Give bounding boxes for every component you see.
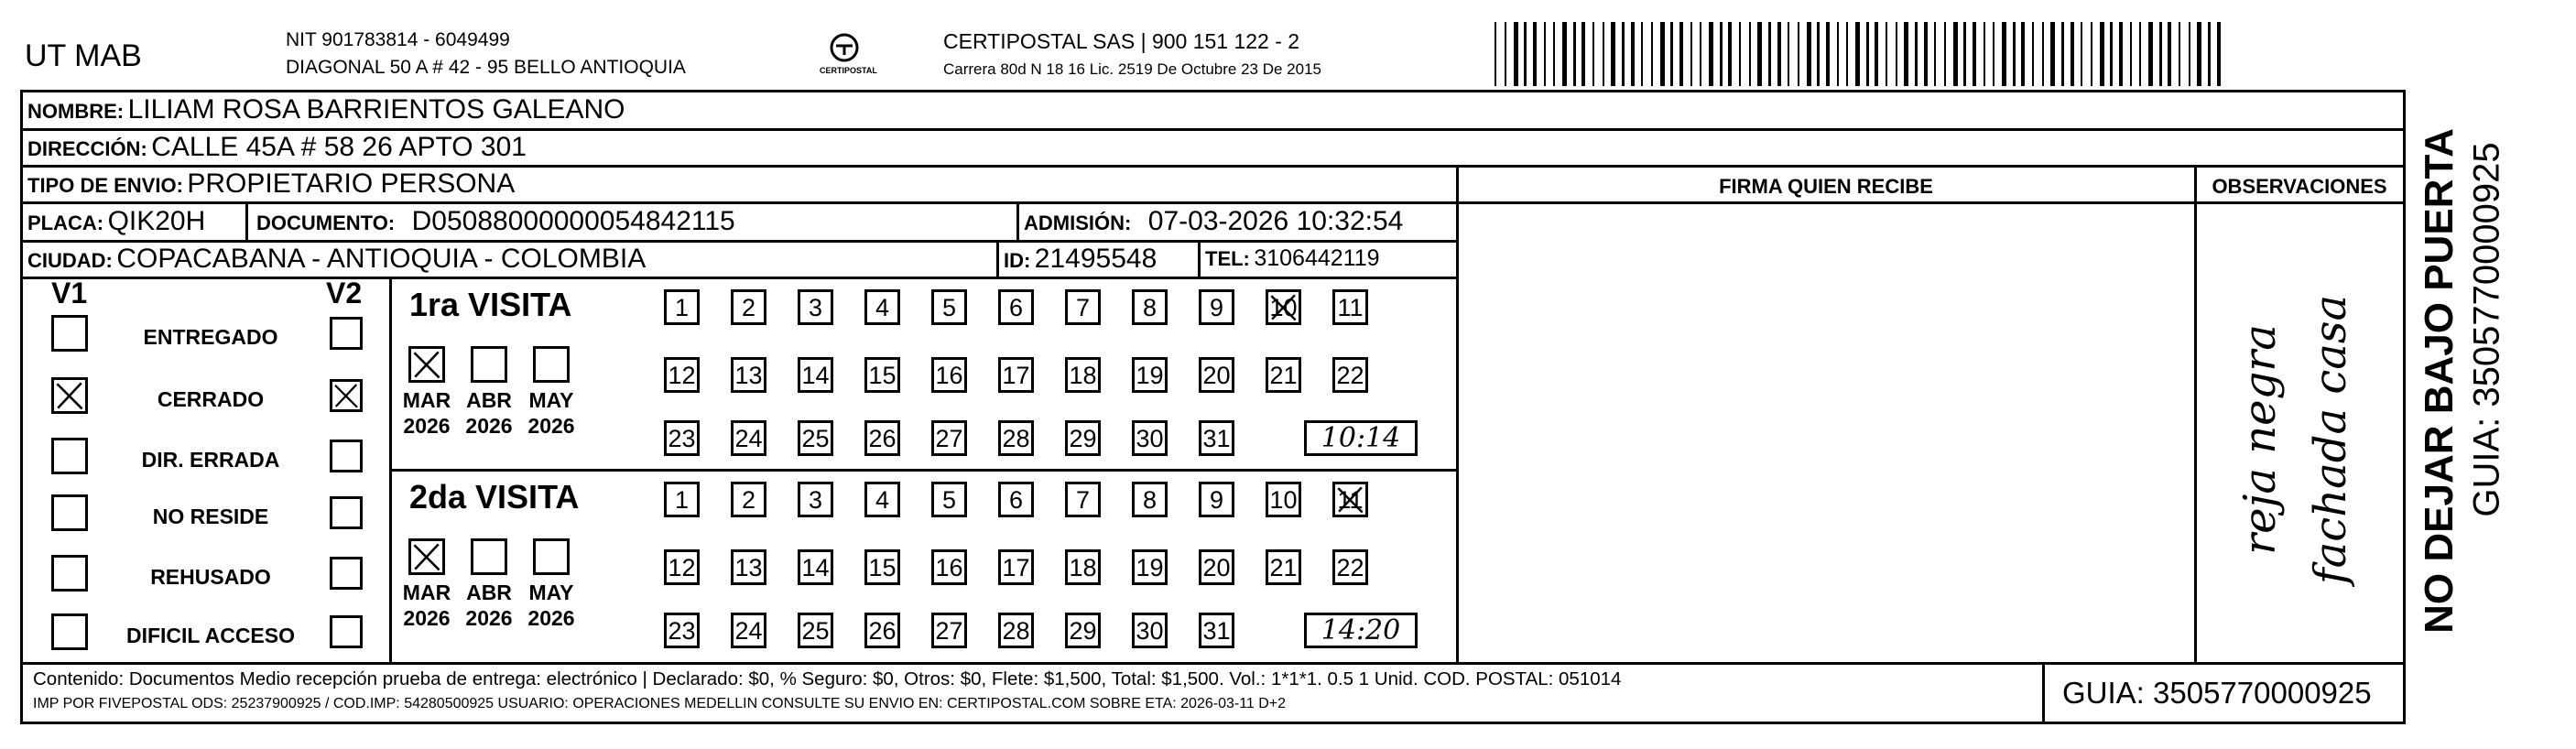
barcode-bar: [2021, 22, 2025, 86]
visit-day-box[interactable]: 5: [931, 289, 967, 325]
visit-day-box[interactable]: 22: [1332, 549, 1368, 585]
visit-day-box[interactable]: 9: [1199, 482, 1234, 517]
visit-day-box[interactable]: 20: [1199, 357, 1234, 393]
v1-label: V1: [51, 277, 88, 309]
courier-license: Carrera 80d N 18 16 Lic. 2519 De Octubre 23 De 2015: [943, 60, 1321, 78]
visit-day-box[interactable]: 21: [1266, 357, 1301, 393]
status-v2-checkbox[interactable]: [330, 317, 363, 350]
nombre-row: [27, 94, 625, 125]
barcode-bar: [1817, 22, 1820, 86]
check-mark-icon: [1268, 292, 1299, 322]
tel-label: TEL:: [1205, 247, 1250, 270]
barcode-bar: [1611, 22, 1615, 86]
visit-year-label: 2026: [403, 606, 451, 630]
visit-day-box[interactable]: 27: [931, 613, 967, 648]
admision-divider: [1016, 201, 1019, 240]
barcode-bar: [1934, 22, 1936, 86]
barcode-bar: [1544, 22, 1546, 86]
company-name: UT MAB: [25, 38, 142, 73]
visit-day-box[interactable]: 21: [1266, 549, 1301, 585]
barcode-bar: [2189, 22, 2190, 86]
id-value: 21495548: [1034, 244, 1158, 274]
visit-day-box[interactable]: 25: [798, 613, 833, 648]
frame-right: [2403, 90, 2406, 724]
row-line-5: [20, 277, 1458, 279]
visit-day-box[interactable]: 3: [798, 289, 833, 325]
observaciones-divider: [2194, 165, 2197, 664]
company-nit: NIT 901783814 - 6049499: [286, 29, 510, 50]
direccion-row: [27, 132, 527, 163]
visit-day-box[interactable]: 7: [1065, 289, 1101, 325]
visit-month-label: ABR: [466, 581, 512, 604]
barcode-bar: [2159, 22, 2162, 86]
direccion-value: CALLE 45A # 58 26 APTO 301: [151, 132, 527, 162]
barcode-bar: [1973, 22, 1976, 86]
visit-year-label: 2026: [465, 414, 513, 438]
visit-day-box[interactable]: 25: [798, 420, 833, 456]
visit-day-box[interactable]: 17: [998, 357, 1034, 393]
visit-day-box[interactable]: 27: [931, 420, 967, 456]
visit-day-box[interactable]: 26: [864, 613, 900, 648]
status-v1-checkbox[interactable]: [51, 613, 88, 650]
barcode-bar: [2217, 22, 2221, 86]
visit-day-box[interactable]: 26: [864, 420, 900, 456]
visit-day-box[interactable]: 13: [731, 549, 766, 585]
barcode-bar: [1524, 22, 1527, 86]
visit-year-label: 2026: [465, 606, 513, 630]
barcode-bar: [1757, 22, 1762, 86]
barcode-bar: [2168, 22, 2171, 86]
status-label: REHUSADO: [150, 565, 271, 589]
check-mark-icon: [54, 380, 85, 411]
barcode-bar: [1622, 22, 1625, 86]
check-mark-icon: [411, 349, 442, 380]
ciudad-value: COPACABANA - ANTIOQUIA - COLOMBIA: [116, 244, 647, 274]
visit-day-box[interactable]: 18: [1065, 357, 1101, 393]
barcode-bar: [1553, 22, 1555, 86]
ciudad-row: [27, 244, 646, 275]
footer-content: Contenido: Documentos Medio recepción prueba de entrega: electrónico | Declarado: $0, % Seguro: $0, Otros: $0, Flete: $1,500, Total: $1,500. Vol.: 1*1*1. 0.5 1 Unid. COD. POSTAL: 051014: [33, 668, 1622, 689]
barcode-bar: [1807, 22, 1811, 86]
documento-label: DOCUMENTO:: [256, 212, 396, 234]
visit-title: 1ra VISITA: [409, 286, 572, 323]
visit-day-box[interactable]: 13: [731, 357, 766, 393]
barcode-bar: [1768, 22, 1771, 86]
placa-label: PLACA:: [27, 212, 104, 234]
tipo-label: TIPO DE ENVIO:: [27, 174, 183, 197]
visit-day-box[interactable]: 22: [1332, 357, 1368, 393]
visit-day-box[interactable]: 15: [864, 357, 900, 393]
company-address: DIAGONAL 50 A # 42 - 95 BELLO ANTIOQUIA: [286, 57, 686, 78]
visit-month-label: MAY: [528, 581, 574, 604]
barcode-bar: [2091, 22, 2092, 86]
barcode-bar: [1739, 22, 1741, 86]
barcode-bar: [2002, 22, 2006, 86]
barcode-bar: [2050, 22, 2055, 86]
visit-day-box[interactable]: 23: [664, 420, 700, 456]
observaciones-note-1: reja negra: [2234, 324, 2286, 555]
status-v2-checkbox[interactable]: [330, 615, 363, 648]
visit-day-box[interactable]: 19: [1132, 357, 1168, 393]
visit-day-box[interactable]: 6: [998, 289, 1034, 325]
status-label: NO RESIDE: [152, 505, 269, 528]
visit-day-box[interactable]: 14: [798, 549, 833, 585]
barcode-bar: [1709, 22, 1713, 86]
status-label: CERRADO: [157, 387, 265, 411]
visit-day-box[interactable]: 28: [998, 613, 1034, 648]
observaciones-note-2: fachada casa: [2305, 294, 2356, 585]
visit-month-checkbox[interactable]: [471, 538, 507, 575]
barcode-bar: [1777, 22, 1781, 86]
v2-label: V2: [326, 277, 363, 309]
visit-day-box[interactable]: 12: [664, 549, 700, 585]
barcode-bar: [1533, 22, 1537, 86]
visit-month-label: MAR: [402, 581, 451, 604]
barcode-bar: [1495, 22, 1496, 86]
barcode-bar: [2032, 22, 2034, 86]
visit-day-box[interactable]: 4: [864, 289, 900, 325]
barcode-bar: [1651, 22, 1653, 86]
frame-top: [20, 90, 2406, 92]
barcode-bar: [2013, 22, 2016, 86]
barcode-bar: [1670, 22, 1673, 86]
visit-month-checkbox[interactable]: [533, 538, 570, 575]
barcode-bar: [2100, 22, 2104, 86]
status-v1-checkbox[interactable]: [51, 315, 88, 352]
row-line-6: [20, 662, 2406, 665]
status-v1-checkbox[interactable]: [51, 494, 88, 531]
visit-day-box[interactable]: 20: [1199, 549, 1234, 585]
ciudad-label: CIUDAD:: [27, 249, 113, 272]
logo-caption: CERTIPOSTAL: [820, 66, 877, 75]
barcode-bar: [1837, 22, 1839, 86]
barcode-bar: [1581, 22, 1585, 86]
visit-day-box[interactable]: 24: [731, 613, 766, 648]
barcode-bar: [2119, 22, 2123, 86]
barcode-bar: [2139, 22, 2141, 86]
frame-left: [20, 90, 23, 724]
barcode-bar: [1679, 22, 1683, 86]
barcode-bar: [1886, 22, 1887, 86]
visit-day-box[interactable]: 30: [1132, 613, 1168, 648]
visit-day-box[interactable]: 2: [731, 482, 766, 517]
barcode-bar: [2148, 22, 2153, 86]
barcode-bar: [1660, 22, 1665, 86]
status-label: ENTREGADO: [143, 325, 278, 349]
id-divider: [996, 240, 999, 277]
side-guia: GUIA: 3505770000925: [2466, 142, 2507, 517]
visit-month-label: MAY: [528, 388, 574, 412]
visit-day-box[interactable]: 23: [664, 613, 700, 648]
check-mark-icon: [332, 382, 360, 409]
barcode-bar: [2071, 22, 2074, 86]
barcode-bar: [1963, 22, 1966, 86]
visit-month-checkbox[interactable]: [471, 346, 507, 383]
check-mark-icon: [1335, 484, 1365, 515]
id-row: [1004, 244, 1157, 275]
barcode-bar: [2081, 22, 2082, 86]
barcode-bar: [1855, 22, 1860, 86]
placa-divider: [245, 201, 248, 240]
tel-divider: [1198, 240, 1201, 277]
barcode-bar: [1896, 22, 1897, 86]
tipo-row: [27, 168, 515, 200]
visit-day-box[interactable]: 11: [1332, 482, 1368, 517]
status-v1-checkbox[interactable]: [51, 555, 88, 592]
barcode-bar: [1720, 22, 1723, 86]
visit-day-box[interactable]: 8: [1132, 482, 1168, 517]
visit-month-label: MAR: [402, 388, 451, 412]
barcode-bar: [1788, 22, 1789, 86]
status-v2-checkbox[interactable]: [330, 440, 363, 472]
visit-title: 2da VISITA: [409, 478, 580, 516]
check-mark-icon: [411, 541, 442, 572]
visit-day-box[interactable]: 17: [998, 549, 1034, 585]
visit-month-label: ABR: [466, 388, 512, 412]
nombre-value: LILIAM ROSA BARRIENTOS GALEANO: [127, 94, 625, 125]
visit-day-box[interactable]: 5: [931, 482, 967, 517]
barcode-bar: [1573, 22, 1576, 86]
visit-day-box[interactable]: 15: [864, 549, 900, 585]
footer-tracking: IMP POR FIVEPOSTAL ODS: 25237900925 / COD.IMP: 54280500925 USUARIO: OPERACIONES MEDELLIN CONSULTE SU ENVIO EN: CERTIPOSTAL.COM SOBRE ETA: 2026-03-11 D+2: [33, 696, 1287, 711]
visit-day-box[interactable]: 11: [1332, 289, 1368, 325]
barcode-bar: [1924, 22, 1928, 86]
barcode: [1495, 22, 2225, 86]
visit-day-box[interactable]: 29: [1065, 420, 1101, 456]
status-v1-checkbox[interactable]: [51, 438, 88, 474]
barcode-bar: [1690, 22, 1692, 86]
documento-row: [256, 206, 735, 237]
footer-guia-divider: [2042, 662, 2045, 724]
barcode-bar: [2130, 22, 2132, 86]
documento-value: D05088000000054842115: [411, 206, 735, 236]
placa-row: [27, 206, 205, 237]
placa-value: QIK20H: [107, 206, 206, 236]
barcode-bar: [2110, 22, 2113, 86]
barcode-bar: [2179, 22, 2180, 86]
barcode-bar: [1562, 22, 1567, 86]
visit-day-box[interactable]: 10: [1266, 482, 1301, 517]
barcode-bar: [1866, 22, 1869, 86]
barcode-bar: [1826, 22, 1830, 86]
visit-divider: [389, 469, 1458, 472]
barcode-bar: [1953, 22, 1958, 86]
barcode-bar: [1631, 22, 1635, 86]
visit-time-box[interactable]: 10:14: [1304, 420, 1418, 456]
barcode-bar: [2208, 22, 2211, 86]
barcode-bar: [1904, 22, 1908, 86]
visit-day-box[interactable]: 29: [1065, 613, 1101, 648]
observaciones-label: OBSERVACIONES: [2212, 175, 2387, 198]
visit-day-box[interactable]: 4: [864, 482, 900, 517]
tel-value: 3106442119: [1254, 245, 1380, 271]
visit-day-box[interactable]: 16: [931, 357, 967, 393]
direccion-label: DIRECCIÓN:: [27, 137, 147, 160]
admision-label: ADMISIÓN:: [1024, 212, 1132, 234]
barcode-bar: [1603, 22, 1604, 86]
visit-day-box[interactable]: 3: [798, 482, 833, 517]
barcode-bar: [2042, 22, 2044, 86]
barcode-bar: [1993, 22, 1994, 86]
visit-day-box[interactable]: 7: [1065, 482, 1101, 517]
visit-day-box[interactable]: 9: [1199, 289, 1234, 325]
side-notice: NO DEJAR BAJO PUERTA: [2417, 128, 2462, 634]
barcode-bar: [1915, 22, 1918, 86]
id-label: ID:: [1004, 249, 1031, 272]
visit-day-box[interactable]: 6: [998, 482, 1034, 517]
barcode-bar: [1944, 22, 1946, 86]
status-v2-checkbox[interactable]: [330, 496, 363, 529]
visit-day-box[interactable]: 31: [1199, 613, 1234, 648]
visit-month-checkbox[interactable]: [408, 346, 445, 383]
visit-day-box[interactable]: 1: [664, 289, 700, 325]
visit-year-label: 2026: [403, 414, 451, 438]
admision-value: 07-03-2026 10:32:54: [1147, 206, 1404, 236]
barcode-bar: [2197, 22, 2201, 86]
visit-day-box[interactable]: 18: [1065, 549, 1101, 585]
status-v2-checkbox[interactable]: [330, 379, 363, 412]
nombre-label: NOMBRE:: [27, 100, 125, 123]
barcode-bar: [1984, 22, 1985, 86]
status-v1-checkbox[interactable]: [51, 377, 88, 414]
barcode-bar: [1592, 22, 1594, 86]
visit-day-box[interactable]: 14: [798, 357, 833, 393]
barcode-bar: [1798, 22, 1799, 86]
barcode-bar: [1728, 22, 1732, 86]
visit-year-label: 2026: [527, 414, 575, 438]
barcode-bar: [1505, 22, 1506, 86]
visit-day-box[interactable]: 8: [1132, 289, 1168, 325]
status-label: DIR. ERRADA: [141, 448, 280, 472]
row-line-2: [20, 165, 2406, 168]
visit-year-label: 2026: [527, 606, 575, 630]
barcode-bar: [1846, 22, 1848, 86]
row-line-1: [20, 128, 2406, 131]
tel-row: [1205, 245, 1380, 272]
tipo-value: PROPIETARIO PERSONA: [187, 168, 516, 199]
barcode-bar: [2061, 22, 2064, 86]
visit-month-checkbox[interactable]: [533, 346, 570, 383]
firma-divider: [1456, 165, 1459, 664]
visit-day-box[interactable]: 28: [998, 420, 1034, 456]
row-line-4: [20, 240, 1458, 243]
visit-day-box[interactable]: 2: [731, 289, 766, 325]
visit-day-box[interactable]: 24: [731, 420, 766, 456]
firma-header-line: [1456, 201, 2406, 204]
barcode-bar: [1641, 22, 1643, 86]
barcode-bar: [1514, 22, 1518, 86]
frame-bottom: [20, 722, 2406, 724]
visit-day-box[interactable]: 12: [664, 357, 700, 393]
visit-day-box[interactable]: 30: [1132, 420, 1168, 456]
visit-month-checkbox[interactable]: [408, 538, 445, 575]
barcode-bar: [1749, 22, 1751, 86]
barcode-bar: [1700, 22, 1701, 86]
footer-guia: GUIA: 3505770000925: [2062, 676, 2372, 710]
visit-day-box[interactable]: 10: [1266, 289, 1301, 325]
visit-day-box[interactable]: 1: [664, 482, 700, 517]
visit-day-box[interactable]: 31: [1199, 420, 1234, 456]
visit-day-box[interactable]: 16: [931, 549, 967, 585]
barcode-bar: [1875, 22, 1878, 86]
admision-row: [1024, 206, 1403, 237]
visit-day-box[interactable]: 19: [1132, 549, 1168, 585]
status-label: DIFICIL ACCESO: [125, 624, 295, 647]
status-v2-checkbox[interactable]: [330, 557, 363, 590]
firma-label: FIRMA QUIEN RECIBE: [1719, 175, 1933, 198]
visit-time-box[interactable]: 14:20: [1304, 613, 1418, 648]
courier-title: CERTIPOSTAL SAS | 900 151 122 - 2: [943, 29, 1300, 53]
